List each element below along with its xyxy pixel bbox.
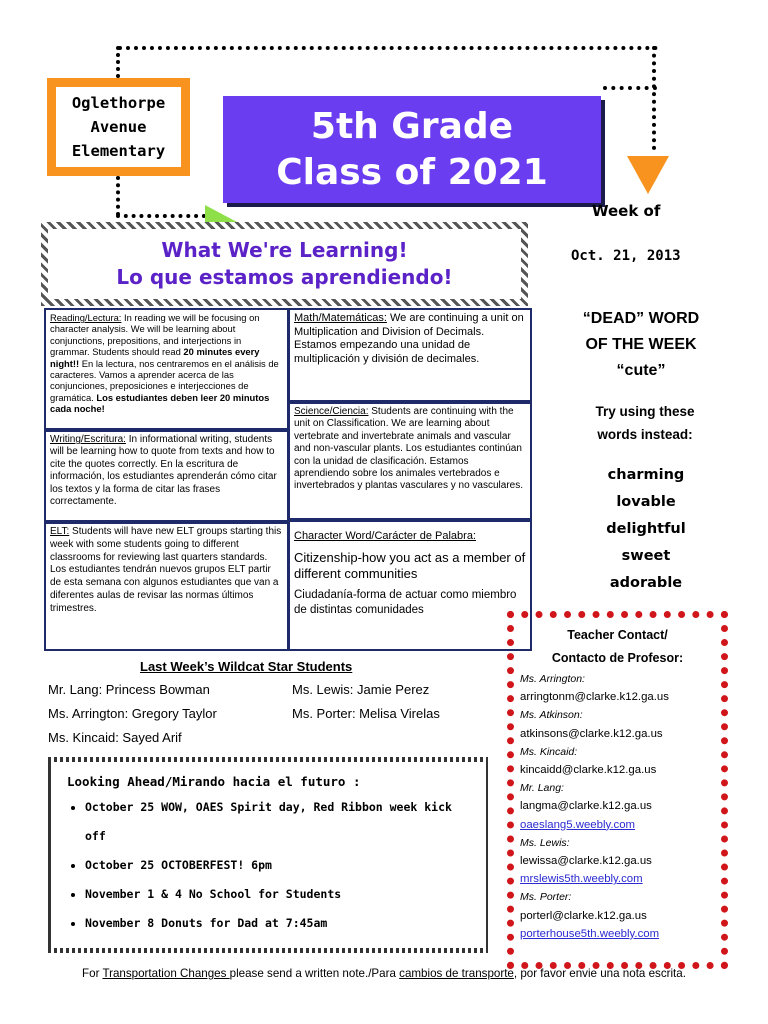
science-section <box>288 402 532 520</box>
school-name-line2: Avenue <box>90 118 147 136</box>
writing-title: Writing/Escritura: <box>50 434 126 445</box>
character-title: Character Word/Carácter de Palabra: <box>294 530 476 542</box>
dotted-path-top <box>118 46 658 50</box>
school-name-line1: Oglethorpe <box>71 94 166 112</box>
learning-title-es: Lo que estamos aprendiendo! <box>116 265 453 289</box>
star-student: Ms. Lewis: Jamie Perez <box>292 682 430 697</box>
dotted-path-left <box>116 46 120 78</box>
teacher-name: Ms. Kincaid: <box>520 745 578 758</box>
teacher-email[interactable]: kincaidd@clarke.k12.ga.us <box>520 764 657 777</box>
event-item: • November 1 & 4 No School for Students <box>85 880 469 909</box>
character-text-es: Ciudadanía-forma de actuar como miembro de distintas comunidades <box>294 589 517 617</box>
character-word-section <box>288 520 532 651</box>
reading-title: Reading/Lectura: <box>50 312 122 323</box>
writing-text: In informational writing, students will be learning how to quote from texts and how to cite the quotes correctly. En la escritura de información, los estudiantes aprenderán cómo citar los textos y la forma de citar las frases correctamente. <box>50 434 277 508</box>
star-student: Ms. Kincaid: Sayed Arif <box>48 730 182 745</box>
footer-note <box>0 967 768 980</box>
footer-text-3: , por favor envie una nota escrita. <box>513 967 686 980</box>
contact-title-es: Contacto de Profesor: <box>551 651 684 665</box>
teacher-name: Ms. Porter: <box>520 891 572 904</box>
math-section <box>288 308 532 402</box>
event-item: • October 25 OCTOBERFEST! 6pm <box>85 851 469 880</box>
dotted-path-top-right <box>603 86 657 90</box>
dead-word-line2: OF THE WEEK <box>585 336 697 353</box>
contact-title-en: Teacher Contact/ <box>567 628 668 642</box>
looking-ahead-box <box>48 757 488 953</box>
looking-ahead-title: Looking Ahead/Mirando hacia el futuro : <box>67 774 361 789</box>
orange-arrow-icon <box>627 156 669 194</box>
elt-text: Students will have new ELT groups starting this week with some students going to different classrooms for reviewing last quarters standards. Los estudiantes tendrán nuevos grupos ELT partir de esta semana con algunos estudiantes que van a diferentes aulas de revisar las normas últimos trimestres. <box>50 526 282 614</box>
dead-word-box <box>538 306 744 384</box>
teacher-name: Ms. Lewis: <box>520 836 570 849</box>
math-text: We are continuing a unit on Multiplication and Division of Decimals. Estamos empezando una unidad de multiplicación y división de decimales. <box>294 312 524 365</box>
week-date: Oct. 21, 2013 <box>571 248 681 264</box>
footer-text-2: please send a written note./Para <box>229 967 400 980</box>
dotted-path-right <box>652 46 656 150</box>
teacher-email[interactable]: atkinsons@clarke.k12.ga.us <box>520 727 663 740</box>
teacher-contact-box <box>507 611 728 969</box>
science-text: Students are continuing with the unit on Classification. We are learning about vertebrate and invertebrate animals and vascular and non-vascular plants. Los estudiantes continúan con la unidad de clasificación. Estamos aprendiendo sobre los animales vertebrados e invertebrados y plantas vasculares y no vasculares. <box>294 406 524 492</box>
try-line2: words instead: <box>597 427 693 442</box>
events-list <box>67 793 469 938</box>
teacher-name: Ms. Arrington: <box>520 673 585 685</box>
alt-word: lovable <box>616 494 676 510</box>
school-name-line3: Elementary <box>71 142 166 160</box>
dead-word: “cute” <box>616 362 666 379</box>
teacher-name: Mr. Lang: <box>520 782 564 795</box>
grade-banner <box>223 96 601 203</box>
dead-word-line1: “DEAD” WORD <box>582 310 700 327</box>
dotted-path-lower-left <box>116 176 120 216</box>
grade-title: 5th Grade <box>310 105 514 147</box>
reading-bold-1: 20 minutes every night!! <box>50 346 260 369</box>
dotted-path-lower <box>116 214 206 218</box>
character-text-en: Citizenship-how you act as a member of different communities <box>294 550 526 582</box>
math-title: Math/Matemáticas: <box>294 312 387 324</box>
footer-text-1: For <box>82 967 103 980</box>
teacher-email[interactable]: porterl@clarke.k12.ga.us <box>520 909 647 922</box>
teacher-email[interactable]: langma@clarke.k12.ga.us <box>520 800 652 813</box>
alt-word: charming <box>607 467 685 483</box>
footer-underline-1: Transportation Changes <box>102 967 230 980</box>
learning-title-en: What We're Learning! <box>161 238 408 262</box>
science-title: Science/Ciencia: <box>294 406 369 417</box>
teacher-email[interactable]: lewissa@clarke.k12.ga.us <box>520 855 652 868</box>
elt-section <box>44 522 289 651</box>
reading-bold-2: Los estudiantes deben leer 20 minutos cada noche! <box>50 391 270 415</box>
star-student: Ms. Porter: Melisa Virelas <box>292 706 440 721</box>
teacher-website-link[interactable]: oaeslang5.weebly.com <box>520 818 636 831</box>
teacher-email[interactable]: arringtonm@clarke.k12.ga.us <box>520 691 669 704</box>
event-item: • October 25 WOW, OAES Spirit day, Red Ribbon week kick off <box>85 793 469 851</box>
alt-word: sweet <box>621 548 671 564</box>
school-name-box <box>47 78 190 176</box>
try-line1: Try using these <box>595 404 695 419</box>
teacher-name: Ms. Atkinson: <box>520 709 583 722</box>
learning-banner <box>41 222 528 306</box>
writing-section <box>44 430 289 522</box>
reading-section <box>44 308 289 430</box>
star-student: Ms. Arrington: Gregory Taylor <box>48 706 217 721</box>
week-of-label: Week of <box>592 202 661 220</box>
teacher-website-link[interactable]: porterhouse5th.weebly.com <box>520 927 660 940</box>
teacher-website-link[interactable]: mrslewis5th.weebly.com <box>520 873 643 886</box>
alt-word: adorable <box>609 575 683 591</box>
class-title: Class of 2021 <box>276 151 548 193</box>
try-instead <box>560 400 730 446</box>
event-item: • November 8 Donuts for Dad at 7:45am <box>85 909 469 938</box>
star-students-title: Last Week’s Wildcat Star Students <box>140 659 353 674</box>
reading-text-1: In reading we will be focusing on character analysis. We will be learning about conjunctions, prepositions, and interjections in grammar. Students should read <box>50 312 260 358</box>
star-student: Mr. Lang: Princess Bowman <box>48 682 210 697</box>
footer-underline-2: cambios de transporte <box>399 967 514 980</box>
reading-text-2: En la lectura, nos centraremos en el análisis de caracteres. Vamos a aprender acerca de las conjunciones, preposiciones e interjecciones de gramática. <box>50 357 279 403</box>
alternative-words <box>556 462 736 597</box>
elt-title: ELT: <box>50 526 70 537</box>
alt-word: delightful <box>606 521 686 537</box>
